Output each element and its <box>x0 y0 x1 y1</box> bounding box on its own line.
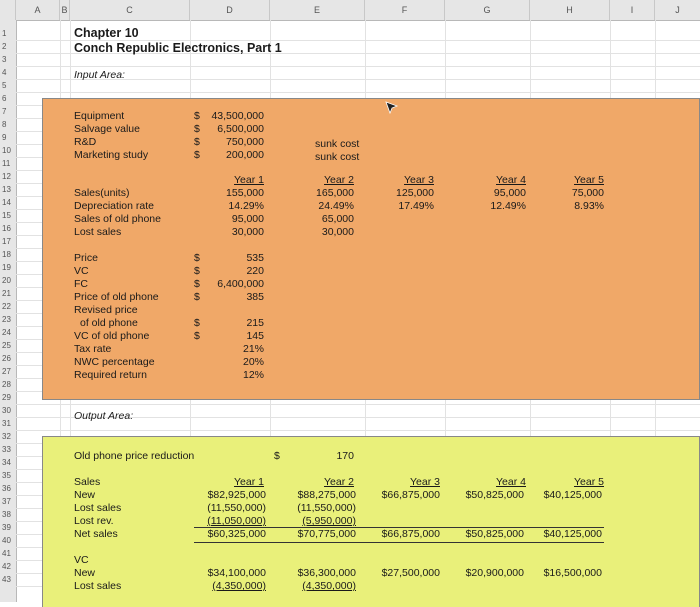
sales-value[interactable]: $50,825,000 <box>465 489 524 501</box>
column-header-h[interactable]: H <box>530 0 610 20</box>
sales-value[interactable]: $66,875,000 <box>381 528 440 540</box>
row-header[interactable]: 4 <box>2 68 7 77</box>
total-rule <box>194 527 604 528</box>
row-header[interactable]: 27 <box>2 367 11 376</box>
vc-header: VC <box>74 554 89 566</box>
input-value[interactable]: 750,000 <box>226 136 264 148</box>
sales-value[interactable]: $50,825,000 <box>465 528 524 540</box>
sales-value[interactable]: $82,925,000 <box>207 489 266 501</box>
row-header[interactable]: 30 <box>2 406 11 415</box>
row-header[interactable]: 13 <box>2 185 11 194</box>
vc-row-label: New <box>74 567 96 579</box>
row-header[interactable]: 28 <box>2 380 11 389</box>
price-label: VC <box>74 265 89 277</box>
yearly-value[interactable]: 30,000 <box>231 226 264 238</box>
row-header[interactable]: 39 <box>2 523 11 532</box>
price-label: Revised price <box>74 304 138 316</box>
year-header: Year 2 <box>324 476 354 488</box>
total-rule <box>194 542 604 543</box>
input-label: Equipment <box>74 110 125 122</box>
row-header[interactable]: 37 <box>2 497 11 506</box>
vc-value[interactable]: (4,350,000) <box>212 580 266 592</box>
currency-symbol: $ <box>194 278 200 290</box>
yearly-value[interactable]: 12.49% <box>490 200 526 212</box>
row-header[interactable]: 31 <box>2 419 11 428</box>
sunk-cost-note: sunk cost <box>315 138 360 150</box>
yearly-value[interactable]: 65,000 <box>321 213 354 225</box>
price-value[interactable]: 215 <box>246 317 264 329</box>
row-header[interactable]: 23 <box>2 315 11 324</box>
column-header-f[interactable]: F <box>365 0 445 20</box>
currency-symbol: $ <box>194 317 200 329</box>
output-area-label: Output Area: <box>74 410 134 422</box>
row-header[interactable]: 14 <box>2 198 11 207</box>
input-label: Marketing study <box>74 149 149 161</box>
grid-line <box>16 430 700 431</box>
sales-row-label: Net sales <box>74 528 118 540</box>
column-header-e[interactable]: E <box>270 0 365 20</box>
row-header[interactable]: 36 <box>2 484 11 493</box>
year-header: Year 5 <box>574 476 604 488</box>
input-area-box <box>42 98 700 400</box>
row-header[interactable]: 8 <box>2 120 7 129</box>
row-header[interactable]: 9 <box>2 133 7 142</box>
row-header[interactable]: 24 <box>2 328 11 337</box>
input-label: Salvage value <box>74 123 140 135</box>
row-header[interactable]: 2 <box>2 42 7 51</box>
sales-value[interactable]: $40,125,000 <box>543 489 602 501</box>
vc-value[interactable]: $27,500,000 <box>381 567 440 579</box>
input-value[interactable]: 200,000 <box>226 149 264 161</box>
currency-symbol: $ <box>194 110 200 122</box>
column-header-j[interactable]: J <box>675 5 680 15</box>
input-area-label: Input Area: <box>74 69 125 81</box>
sales-value[interactable]: $66,875,000 <box>381 489 440 501</box>
column-header-bar <box>0 0 700 21</box>
price-label: of old phone <box>80 317 138 329</box>
column-header-i[interactable]: I <box>610 0 655 20</box>
column-header-g[interactable]: G <box>445 0 530 20</box>
column-header-d[interactable]: D <box>190 0 270 20</box>
sunk-cost-note: sunk cost <box>315 151 360 163</box>
reduction-label: Old phone price reduction <box>74 450 195 462</box>
row-header[interactable]: 5 <box>2 81 7 90</box>
yearly-value[interactable]: 8.93% <box>574 200 604 212</box>
row-header[interactable]: 12 <box>2 172 11 181</box>
sales-value[interactable]: (11,050,000) <box>207 515 266 527</box>
chapter-title: Chapter 10 <box>74 26 139 40</box>
sheet-title: Conch Republic Electronics, Part 1 <box>74 41 282 55</box>
input-value[interactable]: 43,500,000 <box>211 110 264 122</box>
row-header[interactable]: 20 <box>2 276 11 285</box>
row-header[interactable]: 3 <box>2 55 7 64</box>
row-header[interactable]: 17 <box>2 237 11 246</box>
row-header-bar <box>0 20 17 602</box>
price-label: FC <box>74 278 88 290</box>
price-label: VC of old phone <box>74 330 150 342</box>
reduction-value[interactable]: 170 <box>336 450 354 462</box>
currency-symbol: $ <box>194 136 200 148</box>
year-header: Year 4 <box>496 174 526 186</box>
year-header: Year 3 <box>410 476 440 488</box>
price-value[interactable]: 220 <box>246 265 264 277</box>
row-header[interactable]: 16 <box>2 224 11 233</box>
year-header: Year 5 <box>574 174 604 186</box>
price-value[interactable]: 385 <box>246 291 264 303</box>
column-header-b[interactable]: B <box>60 0 70 20</box>
yearly-value[interactable]: 75,000 <box>571 187 604 199</box>
currency-symbol: $ <box>194 265 200 277</box>
yearly-label: Depreciation rate <box>74 200 154 212</box>
yearly-label: Sales(units) <box>74 187 130 199</box>
currency-symbol: $ <box>194 123 200 135</box>
input-value[interactable]: 6,500,000 <box>217 123 264 135</box>
yearly-value[interactable]: 95,000 <box>493 187 526 199</box>
vc-row-label: Lost sales <box>74 580 122 592</box>
price-label: Price of old phone <box>74 291 159 303</box>
yearly-value[interactable]: 125,000 <box>396 187 434 199</box>
yearly-label: Lost sales <box>74 226 122 238</box>
yearly-value[interactable]: 165,000 <box>316 187 354 199</box>
yearly-value[interactable]: 30,000 <box>321 226 354 238</box>
yearly-value[interactable]: 95,000 <box>231 213 264 225</box>
row-header[interactable]: 18 <box>2 250 11 259</box>
price-value[interactable]: 21% <box>242 343 264 355</box>
yearly-value[interactable]: 14.29% <box>228 200 264 212</box>
price-label: Required return <box>74 369 147 381</box>
row-header[interactable]: 25 <box>2 341 11 350</box>
vc-value[interactable]: $20,900,000 <box>465 567 524 579</box>
currency-symbol: $ <box>194 330 200 342</box>
row-header[interactable]: 42 <box>2 562 11 571</box>
row-header[interactable]: 10 <box>2 146 11 155</box>
yearly-value[interactable]: 24.49% <box>318 200 354 212</box>
row-header[interactable]: 41 <box>2 549 11 558</box>
currency-symbol: $ <box>194 252 200 264</box>
price-value[interactable]: 20% <box>242 356 264 368</box>
input-label: R&D <box>74 136 97 148</box>
sales-value[interactable]: $40,125,000 <box>543 528 602 540</box>
price-value[interactable]: 535 <box>246 252 264 264</box>
sales-value[interactable]: (5,950,000) <box>302 515 356 527</box>
year-header: Year 3 <box>404 174 434 186</box>
mouse-cursor-icon <box>384 100 400 116</box>
currency-symbol: $ <box>194 291 200 303</box>
row-header[interactable]: 21 <box>2 289 11 298</box>
sales-row-label: New <box>74 489 96 501</box>
currency-symbol: $ <box>274 450 280 462</box>
year-header: Year 1 <box>234 476 264 488</box>
year-header: Year 2 <box>324 174 354 186</box>
price-label: Price <box>74 252 98 264</box>
sales-row-label: Lost sales <box>74 502 122 514</box>
row-header[interactable]: 11 <box>2 159 11 168</box>
currency-symbol: $ <box>194 149 200 161</box>
row-header[interactable]: 34 <box>2 458 11 467</box>
vc-value[interactable]: (4,350,000) <box>302 580 356 592</box>
price-value[interactable]: 6,400,000 <box>217 278 264 290</box>
row-header[interactable]: 43 <box>2 575 11 584</box>
price-value[interactable]: 12% <box>242 369 264 381</box>
price-label: NWC percentage <box>74 356 155 368</box>
column-header-a[interactable]: A <box>16 0 60 20</box>
row-header[interactable]: 6 <box>2 94 7 103</box>
vc-value[interactable]: $16,500,000 <box>543 567 602 579</box>
grid-line <box>16 404 700 405</box>
yearly-value[interactable]: 17.49% <box>398 200 434 212</box>
row-header[interactable]: 32 <box>2 432 11 441</box>
row-header[interactable]: 35 <box>2 471 11 480</box>
row-header[interactable]: 19 <box>2 263 11 272</box>
row-header[interactable]: 26 <box>2 354 11 363</box>
vc-value[interactable]: $36,300,000 <box>297 567 356 579</box>
row-header[interactable]: 7 <box>2 107 7 116</box>
price-label: Tax rate <box>74 343 112 355</box>
sales-value[interactable]: $60,325,000 <box>207 528 266 540</box>
grid-line <box>16 66 700 67</box>
yearly-value[interactable]: 155,000 <box>226 187 264 199</box>
row-header[interactable]: 40 <box>2 536 11 545</box>
grid-line <box>16 92 700 93</box>
sales-value[interactable]: (11,550,000) <box>207 502 266 514</box>
row-header[interactable]: 38 <box>2 510 11 519</box>
row-header[interactable]: 22 <box>2 302 11 311</box>
sales-value[interactable]: $88,275,000 <box>297 489 356 501</box>
select-all-corner[interactable] <box>0 0 16 20</box>
row-header[interactable]: 33 <box>2 445 11 454</box>
year-header: Year 4 <box>496 476 526 488</box>
sales-row-label: Lost rev. <box>74 515 114 527</box>
row-header[interactable]: 29 <box>2 393 11 402</box>
price-value[interactable]: 145 <box>246 330 264 342</box>
sales-value[interactable]: $70,775,000 <box>297 528 356 540</box>
row-header[interactable]: 1 <box>2 29 7 38</box>
sales-header: Sales <box>74 476 101 488</box>
column-header-c[interactable]: C <box>70 0 190 20</box>
sales-value[interactable]: (11,550,000) <box>297 502 356 514</box>
vc-value[interactable]: $34,100,000 <box>207 567 266 579</box>
year-header: Year 1 <box>234 174 264 186</box>
yearly-label: Sales of old phone <box>74 213 161 225</box>
row-header[interactable]: 15 <box>2 211 11 220</box>
